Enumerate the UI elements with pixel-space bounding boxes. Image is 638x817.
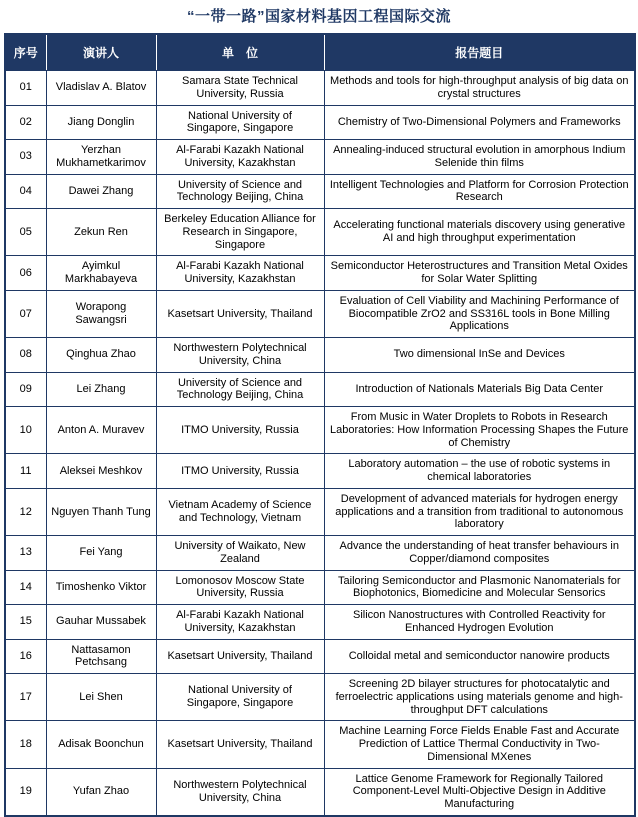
- row-number: 16: [5, 639, 46, 674]
- report-title: Colloidal metal and semiconductor nanowire products: [324, 639, 635, 674]
- schedule-table: [4, 33, 636, 817]
- report-title: Semiconductor Heterostructures and Transition Metal Oxides for Solar Water Splitting: [324, 256, 635, 291]
- row-number: 04: [5, 174, 46, 209]
- speaker-name: Dawei Zhang: [46, 174, 156, 209]
- speaker-name: Fei Yang: [46, 536, 156, 571]
- row-number: 05: [5, 209, 46, 256]
- table-row: [5, 454, 635, 489]
- report-title: Annealing-induced structural evolution in amorphous Indium Selenide thin films: [324, 140, 635, 175]
- report-title: From Music in Water Droplets to Robots in Research Laboratories: How Information Processing Shapes the Future of Chemistry: [324, 407, 635, 454]
- row-number: 08: [5, 338, 46, 373]
- speaker-name: Worapong Sawangsri: [46, 290, 156, 337]
- row-number: 09: [5, 372, 46, 407]
- table-row: [5, 338, 635, 373]
- table-row: [5, 407, 635, 454]
- report-title: Intelligent Technologies and Platform for Corrosion Protection Research: [324, 174, 635, 209]
- row-number: 17: [5, 674, 46, 721]
- table-row: [5, 605, 635, 640]
- affiliation: Lomonosov Moscow State University, Russia: [156, 570, 324, 605]
- table-row: [5, 372, 635, 407]
- speaker-name: Timoshenko Viktor: [46, 570, 156, 605]
- affiliation: Kasetsart University, Thailand: [156, 639, 324, 674]
- affiliation: Al-Farabi Kazakh National University, Kazakhstan: [156, 140, 324, 175]
- table-row: [5, 209, 635, 256]
- speaker-name: Ayimkul Markhabayeva: [46, 256, 156, 291]
- speaker-name: Lei Shen: [46, 674, 156, 721]
- row-number: 10: [5, 407, 46, 454]
- table-row: [5, 721, 635, 768]
- report-title: Introduction of Nationals Materials Big Data Center: [324, 372, 635, 407]
- speaker-name: Nattasamon Petchsang: [46, 639, 156, 674]
- affiliation: Kasetsart University, Thailand: [156, 721, 324, 768]
- affiliation: National University of Singapore, Singapore: [156, 105, 324, 140]
- row-number: 01: [5, 71, 46, 106]
- speaker-name: Qinghua Zhao: [46, 338, 156, 373]
- report-title: Chemistry of Two-Dimensional Polymers and Frameworks: [324, 105, 635, 140]
- speaker-name: Jiang Donglin: [46, 105, 156, 140]
- row-number: 19: [5, 768, 46, 816]
- speaker-name: Nguyen Thanh Tung: [46, 488, 156, 535]
- page-title: “一带一路”国家材料基因工程国际交流: [186, 8, 451, 25]
- row-number: 07: [5, 290, 46, 337]
- affiliation: University of Waikato, New Zealand: [156, 536, 324, 571]
- affiliation: Berkeley Education Alliance for Research in Singapore, Singapore: [156, 209, 324, 256]
- speaker-name: Zekun Ren: [46, 209, 156, 256]
- report-title: Tailoring Semiconductor and Plasmonic Nanomaterials for Biophotonics, Biomedicine and Molecular Sensorics: [324, 570, 635, 605]
- report-title: Silicon Nanostructures with Controlled Reactivity for Enhanced Hydrogen Evolution: [324, 605, 635, 640]
- affiliation: National University of Singapore, Singapore: [156, 674, 324, 721]
- affiliation: Al-Farabi Kazakh National University, Kazakhstan: [156, 605, 324, 640]
- speaker-name: Anton A. Muravev: [46, 407, 156, 454]
- report-title: Methods and tools for high-throughput analysis of big data on crystal structures: [324, 71, 635, 106]
- speaker-name: Gauhar Mussabek: [46, 605, 156, 640]
- affiliation: University of Science and Technology Beijing, China: [156, 174, 324, 209]
- table-row: [5, 105, 635, 140]
- row-number: 18: [5, 721, 46, 768]
- affiliation: Samara State Technical University, Russia: [156, 71, 324, 106]
- affiliation: Al-Farabi Kazakh National University, Kazakhstan: [156, 256, 324, 291]
- speaker-name: Adisak Boonchun: [46, 721, 156, 768]
- speaker-name: Lei Zhang: [46, 372, 156, 407]
- row-number: 12: [5, 488, 46, 535]
- report-title: Two dimensional InSe and Devices: [324, 338, 635, 373]
- row-number: 11: [5, 454, 46, 489]
- col-header-speaker: 演讲人: [46, 34, 156, 71]
- row-number: 14: [5, 570, 46, 605]
- speaker-name: Yerzhan Mukhametkarimov: [46, 140, 156, 175]
- table-row: [5, 639, 635, 674]
- affiliation: Northwestern Polytechnical University, China: [156, 768, 324, 816]
- speaker-name: Yufan Zhao: [46, 768, 156, 816]
- col-header-affiliation: 单 位: [156, 34, 324, 71]
- col-header-no: 序号: [5, 34, 46, 71]
- affiliation: ITMO University, Russia: [156, 454, 324, 489]
- affiliation: Northwestern Polytechnical University, China: [156, 338, 324, 373]
- table-row: [5, 536, 635, 571]
- report-title: Development of advanced materials for hydrogen energy applications and a transition from traditional to autonomous laboratory: [324, 488, 635, 535]
- speaker-name: Vladislav A. Blatov: [46, 71, 156, 106]
- row-number: 06: [5, 256, 46, 291]
- table-row: [5, 674, 635, 721]
- report-title: Screening 2D bilayer structures for photocatalytic and ferroelectric applications using materials genome and high-throughput DFT calculations: [324, 674, 635, 721]
- table-row: [5, 768, 635, 816]
- report-title: Lattice Genome Framework for Regionally Tailored Component-Level Multi-Objective Design in Additive Manufacturing: [324, 768, 635, 816]
- table-row: [5, 174, 635, 209]
- col-header-report-title: 报告题目: [324, 34, 635, 71]
- affiliation: University of Science and Technology Beijing, China: [156, 372, 324, 407]
- row-number: 03: [5, 140, 46, 175]
- report-title: Advance the understanding of heat transfer behaviours in Copper/diamond composites: [324, 536, 635, 571]
- report-title: Laboratory automation – the use of robotic systems in chemical laboratories: [324, 454, 635, 489]
- row-number: 13: [5, 536, 46, 571]
- table-row: [5, 488, 635, 535]
- table-row: [5, 140, 635, 175]
- table-body: [5, 71, 635, 816]
- row-number: 15: [5, 605, 46, 640]
- table-header-row: [5, 34, 635, 71]
- affiliation: Vietnam Academy of Science and Technology, Vietnam: [156, 488, 324, 535]
- affiliation: Kasetsart University, Thailand: [156, 290, 324, 337]
- table-row: [5, 570, 635, 605]
- table-row: [5, 71, 635, 106]
- affiliation: ITMO University, Russia: [156, 407, 324, 454]
- row-number: 02: [5, 105, 46, 140]
- report-title: Accelerating functional materials discovery using generative AI and high throughput experimentation: [324, 209, 635, 256]
- table-row: [5, 290, 635, 337]
- report-title: Evaluation of Cell Viability and Machining Performance of Biocompatible ZrO2 and SS316L tools in Bone Milling Applications: [324, 290, 635, 337]
- speaker-name: Aleksei Meshkov: [46, 454, 156, 489]
- table-row: [5, 256, 635, 291]
- report-title: Machine Learning Force Fields Enable Fast and Accurate Prediction of Lattice Thermal Conductivity in Two-Dimensional MXenes: [324, 721, 635, 768]
